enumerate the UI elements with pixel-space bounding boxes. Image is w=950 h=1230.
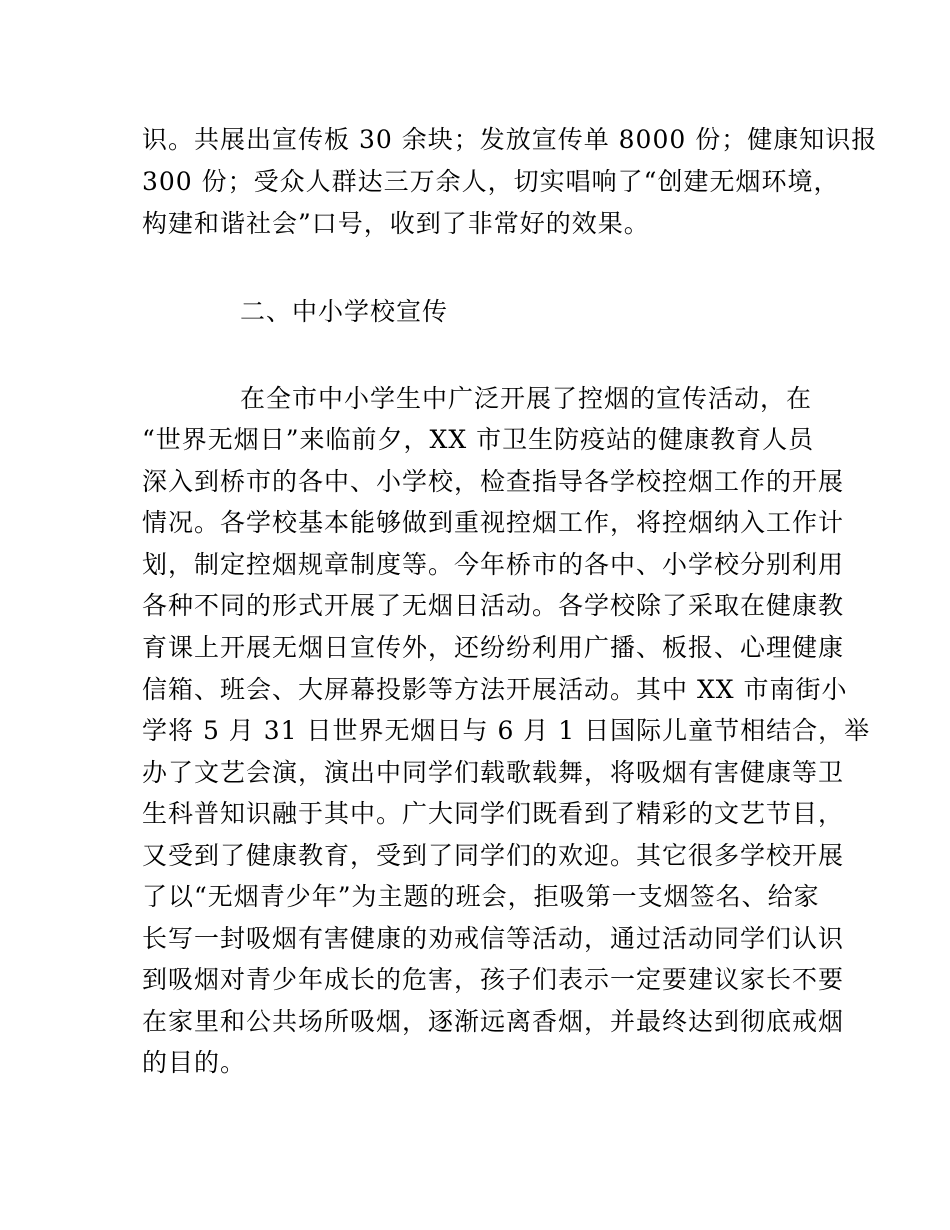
paragraph-line: 在全市中小学生中广泛开展了控烟的宣传活动，在 [240, 384, 813, 413]
paragraph-line: 生科普知识融于其中。广大同学们既看到了精彩的文艺节目， [142, 799, 845, 828]
paragraph-line: 300 份；受众人群达三万余人，切实唱响了“创建无烟环境， [142, 167, 840, 196]
paragraph-line: 各种不同的形式开展了无烟日活动。各学校除了采取在健康教 [142, 591, 845, 620]
section-heading: 二、中小学校宣传 [240, 297, 449, 326]
paragraph-line: 识。共展出宣传板 30 余块；发放宣传单 8000 份；健康知识报 [142, 125, 878, 154]
paragraph-line: 的目的。 [142, 1048, 247, 1077]
paragraph-line: 到吸烟对青少年成长的危害，孩子们表示一定要建议家长不要 [142, 965, 845, 994]
paragraph-line: 深入到桥市的各中、小学校，检查指导各学校控烟工作的开展 [142, 467, 845, 496]
paragraph-line: 办了文艺会演，演出中同学们载歌载舞，将吸烟有害健康等卫 [142, 758, 845, 787]
paragraph-line: 又受到了健康教育，受到了同学们的欢迎。其它很多学校开展 [142, 841, 845, 870]
paragraph-line: 育课上开展无烟日宣传外，还纷纷利用广播、板报、心理健康 [142, 633, 845, 662]
paragraph-line: 在家里和公共场所吸烟，逐渐远离香烟，并最终达到彻底戒烟 [142, 1007, 845, 1036]
paragraph-line: 学将 5 月 31 日世界无烟日与 6 月 1 日国际儿童节相结合，举 [142, 716, 871, 745]
paragraph-line: 构建和谐社会”口号，收到了非常好的效果。 [142, 209, 650, 238]
paragraph-line: 长写一封吸烟有害健康的劝戒信等活动，通过活动同学们认识 [142, 924, 845, 953]
paragraph-line: 信箱、班会、大屏幕投影等方法开展活动。其中 XX 市南街小 [142, 675, 848, 704]
paragraph-line: 了以“无烟青少年”为主题的班会，拒吸第一支烟签名、给家 [142, 882, 820, 911]
paragraph-line: “世界无烟日”来临前夕，XX 市卫生防疫站的健康教育人员 [142, 425, 815, 454]
paragraph-line: 情况。各学校基本能够做到重视控烟工作，将控烟纳入工作计 [142, 508, 845, 537]
paragraph-line: 划，制定控烟规章制度等。今年桥市的各中、小学校分别利用 [142, 550, 845, 579]
